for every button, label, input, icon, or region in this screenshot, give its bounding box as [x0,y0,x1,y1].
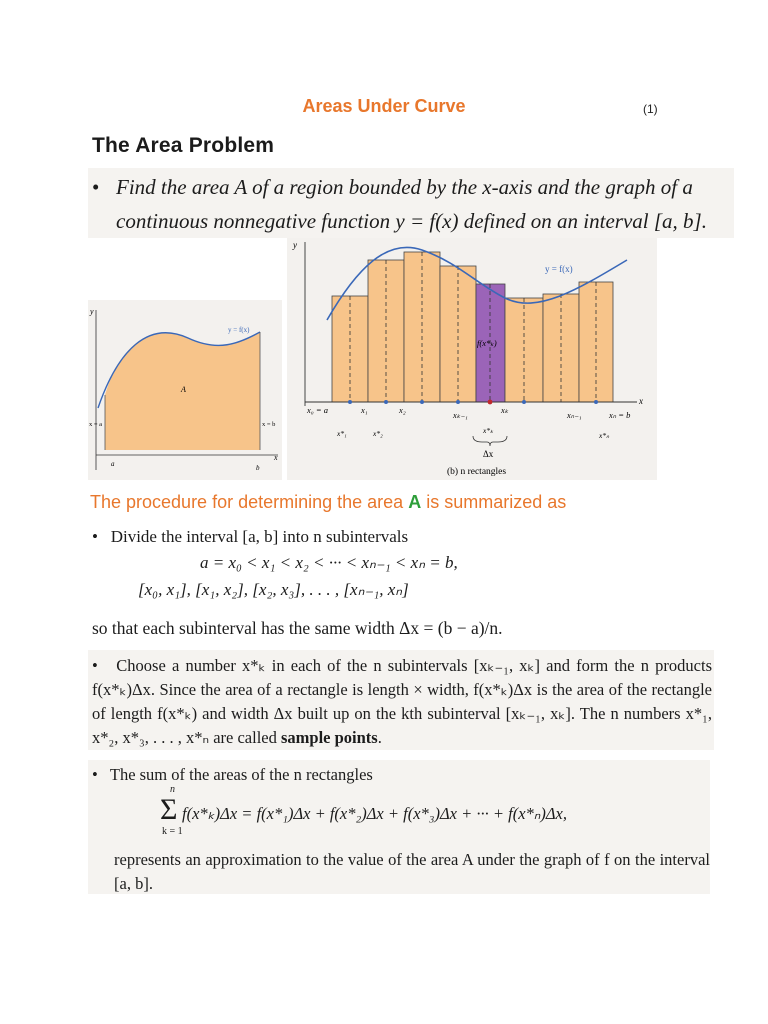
figure-area-under-curve [88,300,282,480]
partition-label-xk-1: xₖ₋₁ [453,410,468,420]
x-axis-label: x [274,453,278,462]
curve-label: y = f(x) [228,326,250,334]
left-line-label: x = a [89,421,103,428]
partition-label-xk: xₖ [501,405,509,415]
y-axis-label: y [293,240,297,250]
procedure-text-before: The procedure for determining the area [90,492,409,512]
step1-width: so that each subinterval has the same width Δx = (b − a)/n. [92,618,503,638]
figure-n-rectangles [287,238,657,480]
document-title: Areas Under Curve [302,96,466,116]
riemann-sum: f(x*ₖ)Δx = f(x*₁)Δx + f(x*₂)Δx + f(x*₃)Δx + ··· + f(x*ₙ)Δx, [182,804,568,823]
section-heading: The Area Problem [92,134,275,157]
a-tick-label: a [111,460,115,468]
procedure-heading [90,492,566,513]
partition-label-xn-1: xₙ₋₁ [567,410,582,420]
step3-text [92,764,373,786]
sample-label-2: x*₂ [373,429,383,438]
page-number: (1) [643,102,658,116]
bullet-icon: • [92,175,100,199]
step2-end: . [377,728,382,747]
figure-area-svg [88,300,282,480]
step3-statement: The sum of the areas of the n rectangles [109,765,373,784]
bullet-icon: • [92,765,98,784]
sigma-symbol: Σ [160,793,178,826]
bullet-icon: • [92,656,98,675]
height-label: f(x*ₖ) [477,338,497,348]
sigma-upper-limit: n [170,784,175,795]
step2-bold-term: sample points [281,728,378,747]
partition-label-x0: x₀ = a [307,405,328,415]
sample-label-n: x*ₙ [599,431,610,440]
partition-label-x2: x₂ [399,405,406,415]
step1-intervals: [x₀, x₁], [x₁, x₂], [x₂, x₃], . . . , [xₙ₋₁, xₙ] [138,580,409,599]
step3-conclusion: represents an approximation to the value of the area A under the graph of f on the interval [a, b]. [114,850,710,893]
figure-caption: (b) n rectangles [447,467,507,477]
area-label: A [181,385,186,394]
partition-label-x1: x₁ [361,405,368,415]
intro-text: Find the area A of a region bounded by the x-axis and the graph of a continuous nonnegative function y = f(x) defined on an interval [a, b]. [116,175,707,233]
sample-label-k: x*ₖ [483,426,494,435]
step1-text [92,526,408,548]
step1-chain: a = x₀ < x₁ < x₂ < ··· < xₙ₋₁ < xₙ = b, [200,553,458,572]
delta-label: Δx [483,449,494,459]
rectangles [332,252,613,402]
sample-label-1: x*₁ [337,429,347,438]
sigma-lower-limit: k = 1 [162,826,183,837]
step2-text [92,654,712,750]
b-tick-label: b [256,464,260,472]
step1-statement: Divide the interval [a, b] into n subintervals [110,527,409,546]
procedure-highlight: A [408,492,422,512]
procedure-text-after: is summarized as [421,492,567,512]
partition-label-xn: xₙ = b [609,410,631,420]
curve-label: y = f(x) [545,264,573,274]
step2-body: Choose a number x*ₖ in each of the n subintervals [xₖ₋₁, xₖ] and form the n products f(x*ₖ)Δx. Since the area of a rectangle is length × width, f(x*ₖ)Δx is the area of the rectangle of length f(x*ₖ) and width Δx built up on the kth subinterval [xₖ₋₁, xₖ]. The n numbers x*₁, x*₂, x*₃, . . . , x*ₙ are called [92,656,712,747]
figure-rectangles-svg [287,238,657,480]
y-axis-label: y [90,307,94,316]
bullet-icon: • [92,527,98,546]
delta-brace [473,436,507,446]
right-line-label: x = b [262,421,276,428]
x-axis-label: x [639,396,643,406]
